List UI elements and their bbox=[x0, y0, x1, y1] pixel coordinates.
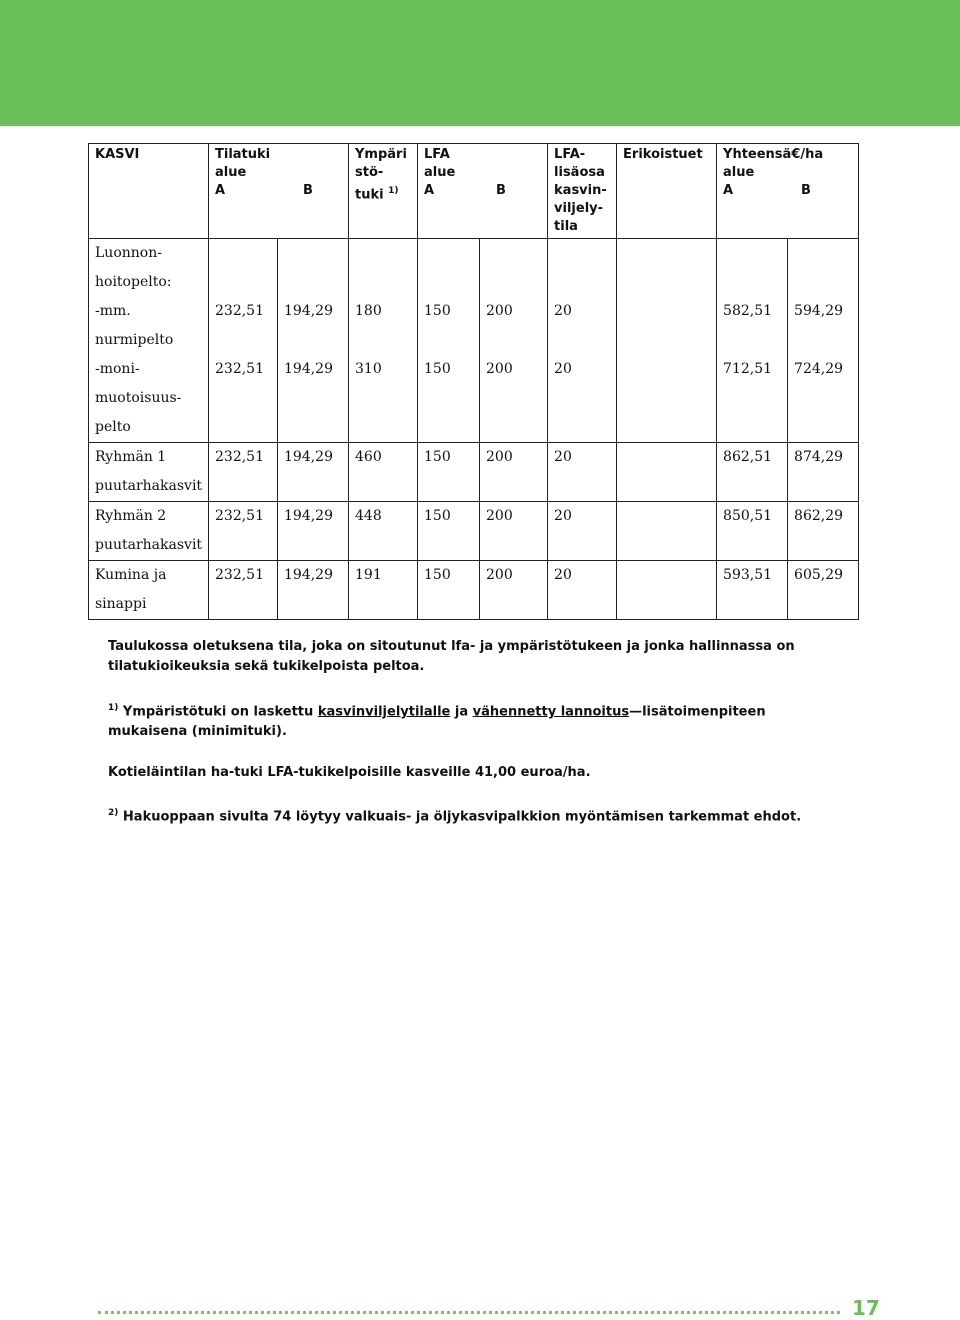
table-row bbox=[89, 297, 859, 355]
page-number: 17 bbox=[852, 1296, 880, 1320]
underlined-term: kasvinviljelytilalle bbox=[317, 704, 451, 720]
header-lfa-lisaosa: LFA- lisäosa kasvin- viljely- tila bbox=[548, 144, 617, 239]
top-color-band bbox=[0, 0, 960, 126]
lfa-lisaosa-value: 20 bbox=[548, 355, 617, 443]
header-yhteensa: Yhteensä€/ha alue A B bbox=[717, 144, 859, 239]
erikoistuet-value bbox=[617, 561, 717, 620]
yhteensa-b-value: 862,29 bbox=[788, 502, 859, 561]
lfa-b-value: 200 bbox=[480, 297, 548, 355]
lfa-a-value: 150 bbox=[418, 502, 480, 561]
crop-cell: -moni- muotoisuus- pelto bbox=[89, 355, 209, 443]
ymparistotuki-value: 191 bbox=[349, 561, 418, 620]
lfa-b-value: 200 bbox=[480, 502, 548, 561]
lfa-lisaosa-value: 20 bbox=[548, 297, 617, 355]
ymparistotuki-value: 180 bbox=[349, 297, 418, 355]
table-header-row bbox=[89, 144, 859, 239]
erikoistuet-value bbox=[617, 502, 717, 561]
table-row bbox=[89, 355, 859, 443]
ymparistotuki-value: 310 bbox=[349, 355, 418, 443]
crop-cell: Kumina ja sinappi bbox=[89, 561, 209, 620]
header-lfa: LFA alue A B bbox=[418, 144, 548, 239]
lfa-lisaosa-value: 20 bbox=[548, 561, 617, 620]
header-tilatuki: Tilatuki alue A B bbox=[209, 144, 349, 239]
crop-cell: -mm. nurmipelto bbox=[89, 297, 209, 355]
footnote-marker: 2) bbox=[108, 808, 119, 818]
yhteensa-a-value: 593,51 bbox=[717, 561, 788, 620]
lfa-lisaosa-value: 20 bbox=[548, 443, 617, 502]
footer-dotted-line bbox=[98, 1311, 840, 1314]
yhteensa-a-value: 862,51 bbox=[717, 443, 788, 502]
header-erikoistuet: Erikoistuet bbox=[617, 144, 717, 239]
lfa-a-value: 150 bbox=[418, 355, 480, 443]
tilatuki-b-value: 194,29 bbox=[278, 502, 349, 561]
crop-cell: Ryhmän 1 puutarhakasvit bbox=[89, 443, 209, 502]
yhteensa-b-value: 874,29 bbox=[788, 443, 859, 502]
lfa-b-value: 200 bbox=[480, 561, 548, 620]
table-row bbox=[89, 502, 859, 561]
table-row bbox=[89, 561, 859, 620]
note-environment-support: $^{1)}$ Ympäristötuki on laskettu kasvinviljelytilalle ja vähennetty lannoitus—lisätoimenpiteen mukaisena (minimituki). bbox=[108, 703, 766, 740]
yhteensa-a-value: 850,51 bbox=[717, 502, 788, 561]
erikoistuet-value bbox=[617, 443, 717, 502]
lfa-a-value: 150 bbox=[418, 561, 480, 620]
crop-cell: Luonnon- hoitopelto: bbox=[89, 239, 209, 298]
footnote-marker: 1) bbox=[108, 703, 119, 713]
tilatuki-b-value: 194,29 bbox=[278, 443, 349, 502]
tilatuki-a-value: 232,51 bbox=[209, 561, 278, 620]
tilatuki-a-value: 232,51 bbox=[209, 297, 278, 355]
tilatuki-a-value: 232,51 bbox=[209, 502, 278, 561]
ymparistotuki-value: 460 bbox=[349, 443, 418, 502]
header-ymparistotuki: Ympäri stö- tuki $^{1)}$ bbox=[349, 144, 418, 239]
header-kasvi: KASVI bbox=[89, 144, 209, 239]
underlined-term: vähennetty lannoitus bbox=[472, 704, 630, 720]
tilatuki-b-value: 194,29 bbox=[278, 297, 349, 355]
tilatuki-b-value: 194,29 bbox=[278, 561, 349, 620]
table-row bbox=[89, 443, 859, 502]
table-row bbox=[89, 239, 859, 298]
lfa-b-value: 200 bbox=[480, 355, 548, 443]
lfa-b-value: 200 bbox=[480, 443, 548, 502]
yhteensa-b-value: 605,29 bbox=[788, 561, 859, 620]
erikoistuet-value bbox=[617, 297, 717, 355]
yhteensa-b-value: 724,29 bbox=[788, 355, 859, 443]
erikoistuet-value bbox=[617, 355, 717, 443]
tilatuki-b-value: 194,29 bbox=[278, 355, 349, 443]
tilatuki-a-value: 232,51 bbox=[209, 355, 278, 443]
yhteensa-b-value: 594,29 bbox=[788, 297, 859, 355]
lfa-a-value: 150 bbox=[418, 443, 480, 502]
note-livestock-support: Kotieläintilan ha-tuki LFA-tukikelpoisille kasveille 41,00 euroa/ha. bbox=[108, 765, 591, 780]
yhteensa-a-value: 712,51 bbox=[717, 355, 788, 443]
note-guide-reference: $^{2)}$ Hakuoppaan sivulta 74 löytyy valkuais- ja öljykasvipalkkion myöntämisen tarkemmat ehdot. bbox=[108, 808, 802, 825]
note-table-assumption: Taulukossa oletuksena tila, joka on sitoutunut lfa- ja ympäristötukeen ja jonka hallinnassa on tilatukioikeuksia sekä tukikelpoista peltoa. bbox=[108, 639, 795, 674]
lfa-lisaosa-value: 20 bbox=[548, 502, 617, 561]
yhteensa-a-value: 582,51 bbox=[717, 297, 788, 355]
support-table bbox=[88, 143, 859, 620]
ymparistotuki-value: 448 bbox=[349, 502, 418, 561]
crop-cell: Ryhmän 2 puutarhakasvit bbox=[89, 502, 209, 561]
tilatuki-a-value: 232,51 bbox=[209, 443, 278, 502]
lfa-a-value: 150 bbox=[418, 297, 480, 355]
